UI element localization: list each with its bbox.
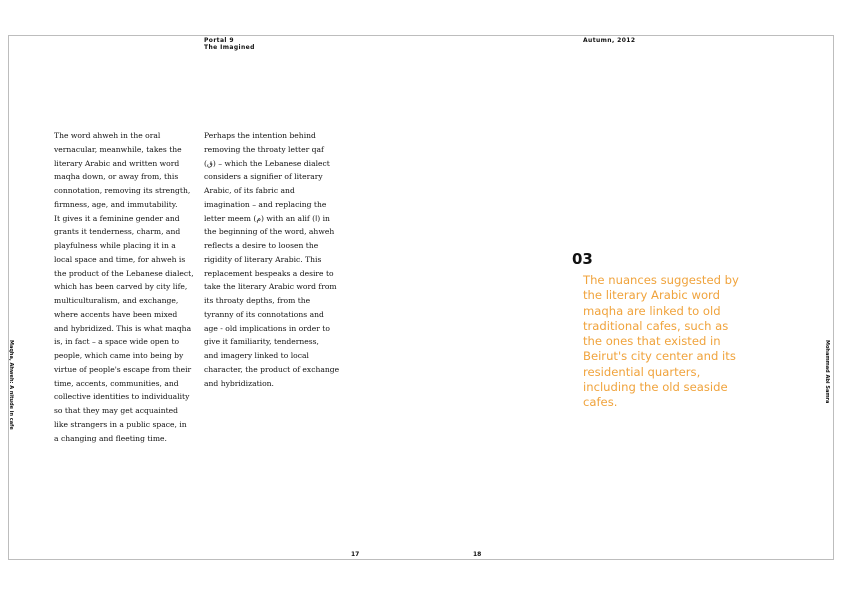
text-line: vernacular, meanwhile, takes the bbox=[54, 144, 182, 154]
text-line: The word ahweh in the oral bbox=[54, 131, 161, 140]
text-line: reflects a desire to loosen the bbox=[204, 241, 319, 250]
text-line: and hybridization. bbox=[204, 378, 274, 388]
text-line: Arabic, of its fabric and bbox=[204, 186, 295, 195]
text-line: tyranny of its connotations and bbox=[204, 309, 324, 319]
text-line: connotation, removing its strength, bbox=[54, 186, 191, 195]
issue-theme: The Imagined bbox=[204, 44, 255, 51]
text-line: and hybridized. This is what maqha bbox=[54, 323, 192, 333]
text-line: give it familiarity, tenderness, bbox=[204, 337, 319, 347]
issue-date: Autumn, 2012 bbox=[583, 37, 636, 44]
text-line: virtue of people's escape from their bbox=[54, 364, 192, 374]
pull-quote: The nuances suggested by the literary Arabic word maqha are linked to old traditional cafes, such as the ones that existed in Beirut's city center and its residential quarters, including the old seaside cafes. bbox=[583, 273, 739, 410]
text-line: character, the product of exchange bbox=[204, 364, 340, 374]
text-line: Perhaps the intention behind bbox=[204, 131, 316, 140]
page-number-right: 18 bbox=[473, 551, 482, 558]
body-column-left bbox=[54, 129, 194, 445]
text-line: where accents have been mixed bbox=[54, 309, 178, 319]
page-number-left: 17 bbox=[351, 551, 360, 558]
text-line: local space and time, for ahweh is bbox=[54, 254, 186, 264]
text-line: collective identities to individuality bbox=[54, 392, 190, 402]
text-line: grants it tenderness, charm, and bbox=[54, 227, 181, 237]
text-line: removing the throaty letter qaf bbox=[204, 144, 324, 154]
text-line: a changing and fleeting time. bbox=[54, 433, 167, 443]
body-column-right bbox=[204, 129, 344, 390]
text-line: which has been carved by city life, bbox=[54, 282, 188, 292]
text-line: the product of the Lebanese dialect, bbox=[54, 268, 194, 278]
section-number: 03 bbox=[572, 250, 593, 268]
text-line: It gives it a feminine gender and bbox=[54, 213, 180, 223]
text-line: replacement bespeaks a desire to bbox=[204, 268, 334, 278]
text-line: multiculturalism, and exchange, bbox=[54, 296, 179, 305]
text-line: (ق) – which the Lebanese dialect bbox=[204, 158, 330, 168]
text-line: is, in fact – a space wide open to bbox=[54, 337, 180, 347]
text-line: people, which came into being by bbox=[54, 351, 184, 360]
text-line: imagination – and replacing the bbox=[204, 199, 327, 209]
text-line: its throaty depths, from the bbox=[204, 296, 311, 305]
running-header-left bbox=[204, 37, 255, 51]
journal-name: Portal 9 bbox=[204, 37, 234, 44]
text-line: considers a signifier of literary bbox=[204, 172, 323, 182]
text-line: take the literary Arabic word from bbox=[204, 282, 337, 292]
text-line: literary Arabic and written word bbox=[54, 158, 180, 168]
text-line: so that they may get acquainted bbox=[54, 406, 178, 415]
text-line: age - old implications in order to bbox=[204, 323, 330, 333]
text-line: like strangers in a public space, in bbox=[54, 419, 187, 429]
text-line: firmness, age, and immutability. bbox=[54, 199, 178, 209]
side-label-right: Mohammad Abi Samra bbox=[824, 340, 830, 404]
side-label-left: Maqha, Ahweh: A nitude in cafe bbox=[8, 340, 14, 430]
text-line: maqha down, or away from, this bbox=[54, 172, 179, 182]
text-line: time, accents, communities, and bbox=[54, 378, 179, 388]
text-line: letter meem (م) with an alif (ا) in bbox=[204, 213, 330, 223]
text-line: and imagery linked to local bbox=[204, 351, 309, 360]
text-line: playfulness while placing it in a bbox=[54, 241, 176, 250]
text-line: rigidity of literary Arabic. This bbox=[204, 254, 322, 264]
text-line: the beginning of the word, ahweh bbox=[204, 227, 335, 237]
